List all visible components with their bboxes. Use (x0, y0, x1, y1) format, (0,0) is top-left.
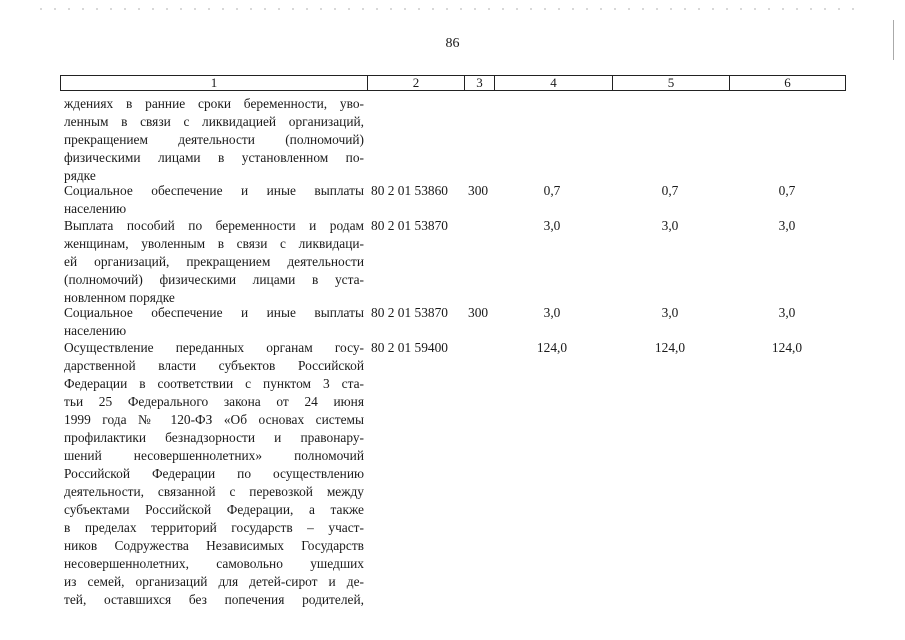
amount-column-4: 3,0 (543, 305, 561, 320)
target-article-code: 80 2 01 53860 (371, 183, 448, 198)
description-line: (полномочий) физическими лицами в уста- (64, 272, 364, 287)
expense-type-code: 300 (468, 183, 489, 198)
description-line: населению (64, 323, 127, 338)
description-line: в пределах территорий государств – участ- (64, 520, 364, 535)
table-header-row (60, 75, 846, 91)
description-line: Российской Федерации по осуществлению (64, 466, 364, 481)
amount-column-6: 124,0 (771, 340, 803, 355)
target-article-code: 80 2 01 59400 (371, 340, 448, 355)
description-line: деятельности, связанной с перевозкой между (64, 484, 364, 499)
column-header-6: 6 (729, 76, 845, 90)
row-description (64, 95, 364, 185)
description-line: Социальное обеспечение и иные выплаты (64, 305, 364, 320)
description-line: ленным в связи с ликвидацией организаций, (64, 114, 364, 129)
amount-column-5: 3,0 (661, 218, 679, 233)
target-article-code: 80 2 01 53870 (371, 218, 448, 233)
column-header-3: 3 (464, 76, 494, 90)
description-line: ждениях в ранние сроки беременности, уво- (64, 96, 364, 111)
description-line: несовершеннолетних, самовольно ушедших (64, 556, 364, 571)
amount-column-4: 0,7 (543, 183, 561, 198)
description-line: ников Содружества Независимых Государств (64, 538, 364, 553)
row-description (64, 339, 364, 609)
target-article-code: 80 2 01 53870 (371, 305, 448, 320)
description-line: шений несовершеннолетних» полномочий (64, 448, 364, 463)
column-header-2: 2 (367, 76, 464, 90)
description-line: тьи 25 Федерального закона от 24 июня (64, 394, 364, 409)
amount-column-6: 3,0 (778, 305, 796, 320)
amount-column-4: 3,0 (543, 218, 561, 233)
description-line: 1999 года № 120-ФЗ «Об основах системы (64, 412, 364, 427)
row-description (64, 304, 364, 340)
scan-artifact (40, 8, 860, 10)
column-header-5: 5 (612, 76, 729, 90)
column-header-1: 1 (210, 75, 218, 90)
amount-column-5: 124,0 (654, 340, 686, 355)
amount-column-5: 0,7 (661, 183, 679, 198)
description-line: ей организаций, прекращением деятельности (64, 254, 364, 269)
amount-column-6: 0,7 (778, 183, 796, 198)
description-line: населению (64, 201, 127, 216)
description-line: новленном порядке (64, 290, 175, 305)
description-line: тей, оставшихся без попечения родителей, (64, 592, 364, 607)
expense-type-code: 300 (468, 305, 489, 320)
description-line: Выплата пособий по беременности и родам (64, 218, 364, 233)
description-line: из семей, организаций для детей-сирот и де- (64, 574, 364, 589)
description-line: профилактики безнадзорности и правонару- (64, 430, 364, 445)
amount-column-5: 3,0 (661, 305, 679, 320)
amount-column-6: 3,0 (778, 218, 796, 233)
row-description (64, 217, 364, 307)
description-line: женщинам, уволенным в связи с ликвидаци- (64, 236, 364, 251)
description-line: физическими лицами в установленном по- (64, 150, 364, 165)
description-line: дарственной власти субъектов Российской (64, 358, 364, 373)
column-header-4: 4 (494, 76, 612, 90)
description-line: рядке (64, 168, 96, 183)
description-line: Осуществление переданных органам госу- (64, 340, 364, 355)
description-line: субъектами Российской Федерации, а также (64, 502, 364, 517)
description-line: Федерации в соответствии с пунктом 3 ста- (64, 376, 364, 391)
page-number: 86 (445, 36, 460, 51)
row-description (64, 182, 364, 218)
description-line: Социальное обеспечение и иные выплаты (64, 183, 364, 198)
description-line: прекращением деятельности (полномочий) (64, 132, 364, 147)
amount-column-4: 124,0 (536, 340, 568, 355)
